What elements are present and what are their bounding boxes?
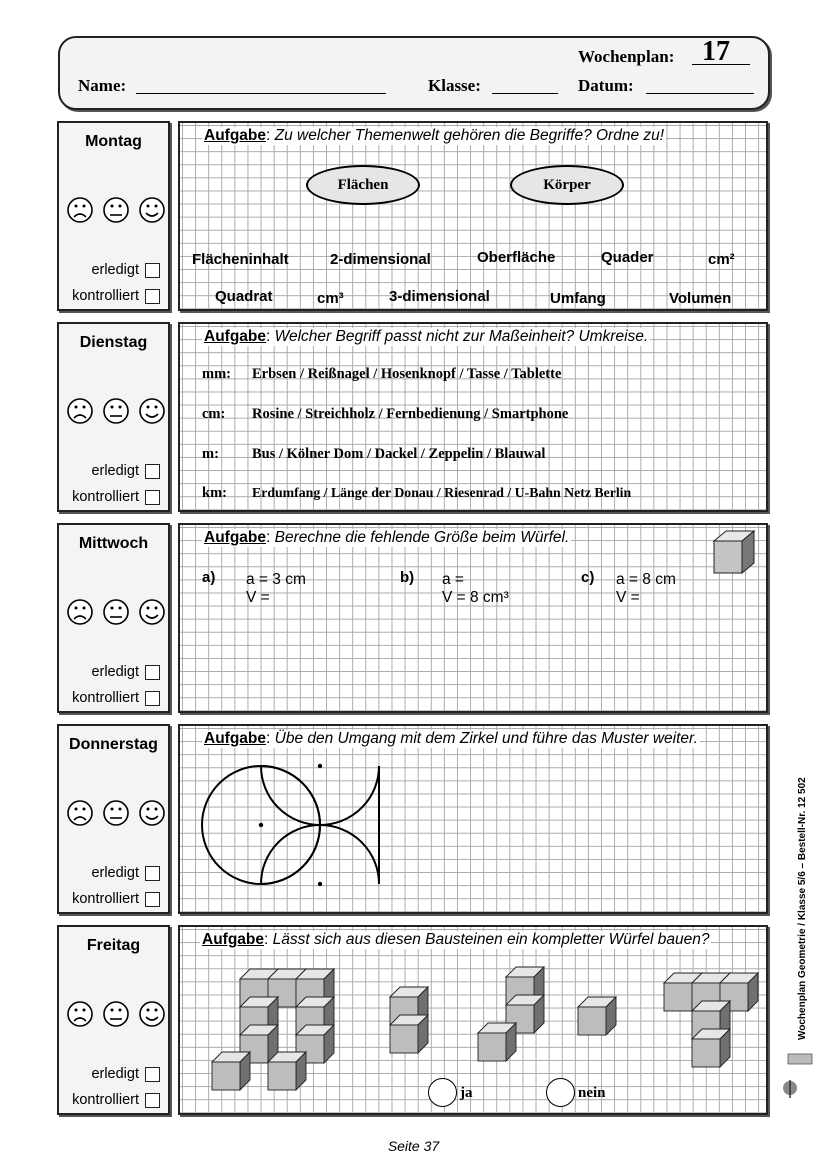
happy-face-icon xyxy=(140,600,164,624)
panel-monday xyxy=(178,121,768,311)
task-thursday: Aufgabe: Übe den Umgang mit dem Zirkel und führe das Muster weiter. xyxy=(204,730,698,747)
header-box xyxy=(58,36,770,110)
done-checkbox[interactable] xyxy=(145,866,160,881)
sad-face-icon xyxy=(68,198,92,222)
neutral-face-icon xyxy=(104,1002,128,1026)
checked-checkbox[interactable] xyxy=(145,1093,160,1108)
page-number: Seite 37 xyxy=(387,1138,440,1154)
category-koerper: Körper xyxy=(510,165,624,205)
unit-items[interactable]: Rosine / Streichholz / Fernbedienung / Smartphone xyxy=(252,406,569,422)
no-option[interactable] xyxy=(546,1078,575,1107)
unit-items[interactable]: Bus / Kölner Dom / Dackel / Zeppelin / Blauwal xyxy=(252,446,546,462)
day-name: Donnerstag xyxy=(69,736,158,753)
name-field[interactable] xyxy=(136,93,386,94)
term: cm³ xyxy=(317,290,344,307)
happy-face-icon xyxy=(140,198,164,222)
status-done: erledigt xyxy=(91,1066,160,1082)
status-checked: kontrolliert xyxy=(72,690,160,706)
part-a-label: a) xyxy=(202,569,216,586)
status-done: erledigt xyxy=(91,463,160,479)
day-name: Montag xyxy=(85,133,142,150)
compass-pattern[interactable] xyxy=(180,726,766,912)
block-piece-5 xyxy=(664,973,758,1067)
unit-label: km: xyxy=(202,485,227,501)
panel-friday xyxy=(178,925,768,1115)
task-monday: Aufgabe: Zu welcher Themenwelt gehören die Begriffe? Ordne zu! xyxy=(204,127,665,144)
term: 3-dimensional xyxy=(389,288,490,305)
happy-face-icon xyxy=(140,801,164,825)
date-label: Datum: xyxy=(578,76,634,95)
publisher-logo-icon xyxy=(780,1050,814,1100)
checked-checkbox[interactable] xyxy=(145,289,160,304)
neutral-face-icon xyxy=(104,801,128,825)
term: Volumen xyxy=(669,290,732,307)
class-field[interactable] xyxy=(492,93,558,94)
neutral-face-icon xyxy=(104,198,128,222)
date-field[interactable] xyxy=(646,93,754,94)
term: Quader xyxy=(601,249,654,266)
sad-face-icon xyxy=(68,399,92,423)
status-checked: kontrolliert xyxy=(72,891,160,907)
status-checked: kontrolliert xyxy=(72,1092,160,1108)
block-piece-2 xyxy=(390,987,428,1053)
term: Oberfläche xyxy=(477,249,556,266)
sad-face-icon xyxy=(68,600,92,624)
side-note: Wochenplan Geometrie / Klasse 5/6 – Bestell-Nr. 12 502 xyxy=(797,777,808,1040)
plan-label: Wochenplan: xyxy=(578,47,675,66)
checked-checkbox[interactable] xyxy=(145,691,160,706)
side-box-tuesday xyxy=(57,322,170,512)
checked-checkbox[interactable] xyxy=(145,892,160,907)
status-done: erledigt xyxy=(91,664,160,680)
day-name: Freitag xyxy=(86,937,141,954)
unit-items[interactable]: Erdumfang / Länge der Donau / Riesenrad / U-Bahn Netz Berlin xyxy=(252,485,632,500)
status-done: erledigt xyxy=(91,865,160,881)
unit-label: m: xyxy=(202,446,219,462)
done-checkbox[interactable] xyxy=(145,464,160,479)
unit-label: mm: xyxy=(202,366,231,382)
term: Flächeninhalt xyxy=(192,251,289,268)
smiley-icons[interactable] xyxy=(67,999,165,1029)
neutral-face-icon xyxy=(104,399,128,423)
part-b-label: b) xyxy=(400,569,415,586)
panel-tuesday xyxy=(178,322,768,512)
smiley-icons[interactable] xyxy=(67,798,165,828)
checked-checkbox[interactable] xyxy=(145,490,160,505)
panel-thursday xyxy=(178,724,768,914)
term: cm² xyxy=(708,251,735,268)
sad-face-icon xyxy=(68,1002,92,1026)
done-checkbox[interactable] xyxy=(145,665,160,680)
cube-icon xyxy=(712,529,758,575)
task-wednesday: Aufgabe: Berechne die fehlende Größe beim Würfel. xyxy=(204,529,570,546)
happy-face-icon xyxy=(140,399,164,423)
no-label: nein xyxy=(578,1085,606,1101)
panel-wednesday xyxy=(178,523,768,713)
unit-label: cm: xyxy=(202,406,226,422)
unit-items[interactable]: Erbsen / Reißnagel / Hosenknopf / Tasse / Tablette xyxy=(252,366,562,382)
building-blocks xyxy=(180,927,766,1113)
plan-number: 17 xyxy=(702,36,730,67)
part-c-values: a = 8 cm V = xyxy=(616,571,676,606)
block-piece-3 xyxy=(478,967,544,1061)
term: Quadrat xyxy=(215,288,273,305)
side-box-friday xyxy=(57,925,170,1115)
smiley-icons[interactable] xyxy=(67,396,165,426)
block-piece-1 xyxy=(212,969,334,1090)
smiley-icons[interactable] xyxy=(67,597,165,627)
side-box-wednesday xyxy=(57,523,170,713)
status-done: erledigt xyxy=(91,262,160,278)
category-flaechen: Flächen xyxy=(306,165,420,205)
block-piece-4 xyxy=(578,997,616,1035)
part-c-label: c) xyxy=(581,569,595,586)
sad-face-icon xyxy=(68,801,92,825)
smiley-icons[interactable] xyxy=(67,195,165,225)
status-checked: kontrolliert xyxy=(72,288,160,304)
yes-label: ja xyxy=(460,1085,473,1101)
term: 2-dimensional xyxy=(330,251,431,268)
yes-option[interactable] xyxy=(428,1078,457,1107)
happy-face-icon xyxy=(140,1002,164,1026)
side-box-thursday xyxy=(57,724,170,914)
day-name: Mittwoch xyxy=(78,535,149,552)
done-checkbox[interactable] xyxy=(145,1067,160,1082)
part-b-values: a = V = 8 cm³ xyxy=(442,571,509,606)
status-checked: kontrolliert xyxy=(72,489,160,505)
part-a-values: a = 3 cm V = xyxy=(246,571,306,606)
side-box-monday xyxy=(57,121,170,311)
term: Umfang xyxy=(550,290,606,307)
name-label: Name: xyxy=(78,76,127,95)
plan-number-line xyxy=(692,64,750,65)
done-checkbox[interactable] xyxy=(145,263,160,278)
neutral-face-icon xyxy=(104,600,128,624)
class-label: Klasse: xyxy=(428,76,481,95)
day-name: Dienstag xyxy=(79,334,148,351)
task-tuesday: Aufgabe: Welcher Begriff passt nicht zur Maßeinheit? Umkreise. xyxy=(204,328,649,345)
task-friday: Aufgabe: Lässt sich aus diesen Bausteinen ein kompletter Würfel bauen? xyxy=(202,931,710,948)
